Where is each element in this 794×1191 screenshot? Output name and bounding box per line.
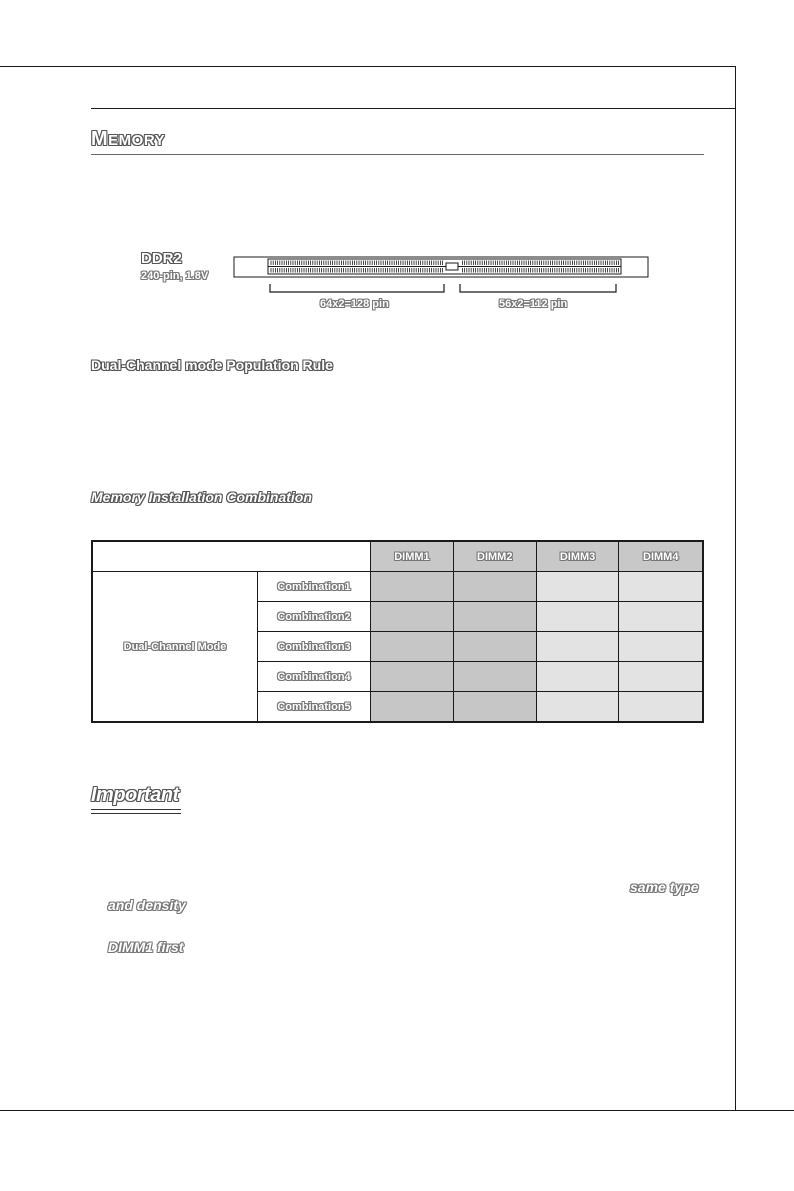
slot-occupied: [453, 602, 536, 632]
header-rule: [91, 108, 736, 109]
slot-occupied: [371, 662, 454, 692]
bottom-frame-line: [0, 1110, 794, 1111]
note-density: and density: [108, 897, 186, 913]
header-dimm2: DIMM2: [453, 541, 536, 572]
slot-occupied: [371, 602, 454, 632]
combination-heading: Memory Installation Combination: [91, 489, 312, 505]
important-heading: Important: [91, 784, 179, 806]
slot-empty: [536, 602, 619, 632]
header-dimm3: DIMM3: [536, 541, 619, 572]
ddr2-module-diagram: [230, 254, 652, 320]
slot-empty: [619, 602, 703, 632]
right-pin-span-label: 56x2=112 pin: [499, 298, 568, 310]
important-underline-2: [91, 813, 181, 814]
memory-combination-table: [91, 540, 704, 723]
combination-label: Combination2: [258, 602, 371, 632]
slot-empty: [536, 692, 619, 723]
header-dimm4: DIMM4: [619, 541, 703, 572]
slot-occupied: [371, 632, 454, 662]
top-frame-line: [0, 66, 736, 67]
right-frame-line: [735, 66, 736, 1110]
slot-occupied: [453, 632, 536, 662]
page-title: [91, 128, 165, 151]
slot-empty: [536, 572, 619, 602]
slot-empty: [619, 632, 703, 662]
slot-occupied: [371, 692, 454, 723]
table-header-row: [92, 541, 703, 572]
slot-empty: [619, 572, 703, 602]
module-spec-label: 240-pin, 1.8V: [141, 270, 209, 282]
title-underline: [91, 154, 704, 155]
note-dimm1-first: DIMM1 first: [108, 939, 184, 955]
slot-empty: [619, 662, 703, 692]
combination-label: Combination5: [258, 692, 371, 723]
combination-label: Combination1: [258, 572, 371, 602]
combination-label: Combination3: [258, 632, 371, 662]
title-initial: M: [91, 128, 109, 150]
slot-occupied: [453, 572, 536, 602]
slot-occupied: [371, 572, 454, 602]
note-same-type: same type: [630, 879, 699, 895]
left-pin-span-label: 64x2=128 pin: [320, 298, 389, 310]
combination-label: Combination4: [258, 662, 371, 692]
important-underline: [91, 809, 181, 810]
title-rest: EMORY: [108, 132, 166, 149]
slot-empty: [619, 692, 703, 723]
dual-channel-heading: Dual-Channel mode Population Rule: [91, 357, 333, 373]
module-type-label: DDR2: [141, 250, 182, 267]
slot-occupied: [453, 662, 536, 692]
table-corner-cell: [92, 541, 371, 572]
table-row: [92, 572, 703, 602]
slot-occupied: [453, 692, 536, 723]
header-dimm1: DIMM1: [371, 541, 454, 572]
slot-empty: [536, 632, 619, 662]
mode-cell: Dual-Channel Mode: [92, 572, 258, 723]
slot-empty: [536, 662, 619, 692]
